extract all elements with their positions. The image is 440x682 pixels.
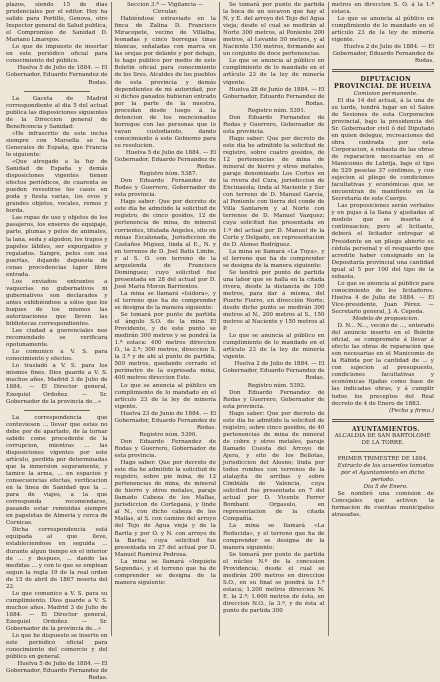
text-block: Dicha correspondencia está equipada al que lleve, estableciendose en seguida ... durante algun tiempo en el interior de ... y despues, ... dando las medidas ... y con lo que se emplean segun la regla 19 de la real orden de 15 de abril de 1867 inserta del 22. <box>6 527 108 590</box>
section-heading: Seccion 3.ª — Vigilancia — Circular. <box>126 2 204 16</box>
section-subheading: Extracto de los acuerdos tomados por el Ayuntamiento en dicho periodo. <box>337 462 434 483</box>
text-block: La Gaceta de Madrid correspondiente al dia 5 del actual publica las disposiciones siguientes de la Direccion general de Beneficencia y Sanidad: <box>6 95 108 130</box>
text-block: Lo que de impuesto de insertar en este periódico oficial para conocimiento del público. <box>6 44 108 65</box>
text-block: Se tomará por punto de partida el núcleo N.º de la concesion Providencia; desde el cual se medirán 200 metros en direccion S.O., en su final se pondrá la 1.ª estaca; 1.200 metros direccion N. E. la 2.ª; 1.600 metros de ésta, en direccion N.O., la 3.ª, y de ésta al punto de partida 300 <box>223 551 325 615</box>
text-block: D. N... N..., vecino de ..., enterado del anuncio inserto en el Boletin oficial, se compromete á llevar á efecto las obras de reparacion que son necesarias en el Manicomio de la Rábida por la cantidad de ... y con sujecion al presupuesto, condiciones facultativas y económicas fijadas como base de las indicadas obras, y á cumplir todos los preceptos del Real decreto de 4 de Enero de 1883. <box>331 323 434 407</box>
text-block: Don Eduardo Fernandez de Rodas y Guerrero, Gobernador de esta provincia. <box>223 389 325 410</box>
text-block: Hago saber: Que por decreto de este dia he admitido la solicitud de registro, sobre cinco gosidos, de 40 pertenencias de mina de mineral de cobre y otros metales, paraje llamado Cuesta del Arroyo de Ajera, y sito de los Bellotas, jurisdiccion del Alosno; linda por todos rumbos con terrenos de la atalayita de arribas y sobre Cimbiáfa de Valencia, cuya solicitud fue presentada en 7 del actual por D. Vicente Ferrer Bombant Orgasulo, en representacion de la citada Compañía. <box>223 410 325 523</box>
text-block: Don Eduardo Fernandez de Rodas y Guerrero, Gobernador de esta provincia. <box>114 438 216 459</box>
text-block: Habiéndose extraviado en la finca de Zalina D. Francisco Miracopete, vecino de Villalba, leonadas y cinco borregas tinas blancas, señaladas con marca en las orejas por delante y por debajo, lo hago publico por medio de este Boletin oficial para conocimiento de los Sres. Alcaldes de los pueblos de esta provincia y demás dependientes de mi autoridad, por si dichos ganados hubieran entrado por la parte de la nuestra, procedan desde luego á la detencion de los mencionados borregos con las personas que lo vayan custodiando, dando conocimiento á este Gobierno para su resolucion. <box>114 16 216 149</box>
column-2 <box>112 2 221 636</box>
text-block: Don Eduardo Fernandez de Rodas y Guerrero, Gobernador de esta provincia. <box>114 178 216 199</box>
page-columns <box>3 2 437 682</box>
text-block: El dia 14 del actual, á la una de su tarde, tendrá lugar en el Salon de Sesiones de esta Corporacion provincial, bajo la presidencia del Sr. Gobernador civil ó del Diputado en quien delegue, recreaciones del obra contrada por esta Corporacion, á rebasta de las obras de reparacion necesarias en el Manicomio de Lebrija, bajo el tipo de 529 pesetas 37 céntimos, y con sujecion al pliego de condiciones facultativas y económicas que se encuentran de manifiesto en la Secretaría de este Cuerpo. <box>331 97 434 203</box>
signature: Huelva 23 de Junio de 1884. — El Gobernador, Eduardo Fernandez de Rodas. <box>114 410 217 431</box>
text-block: Lo que comunico a V. S. para su cumplimiento. Dios guarde a V. S. muchos años. Madrid 3 de Julio de 1884. — El Director general, Ezequiel Ordoñez. — Sr. Gobernador de la provincia de...» <box>6 590 108 633</box>
text-block: Hago saber: Que por decreto de este dia he admitido la solicitud de registro, sobre pie mina, de 12 pertenencias de mina, de mineral de hierro y otros metales, paraje llamado Cabeza de los Mallas, jurisdiccion de Cortegana, y linde al N., con dicho cabeza de los Mallas, al S. con camino del arroyo del Tejo de Agua vieja y de la Barita y por O. y N. con arroyo de la Barita; cuya solicitud fue presentada en 27 del actual por D. Manuel Ramirez Pedrosa. <box>114 460 216 558</box>
text-block: Se nombró una comision de Concejales que activen la formacion de cuentas municipales atrasadas. <box>331 491 434 519</box>
signature: Huelva 2 de Julio de 1884. — El Gobernador, Eduardo Fernandez de Rodas. <box>223 361 325 382</box>
text-block: Los enviaños entrantes a vaquerías no gubernativos ni gubernativos son declarados y antes exhibiéndose a sólos que los buques de los mismos las autorizaciones que lleven las bibliotecas correspondientes. <box>6 278 108 328</box>
section-subheading: ALCALDIA DE SAN BARTOLOMÉ DE LA TORRE. <box>334 432 431 446</box>
text-block: metros en direccion S. O. á la 1.ª estaca. <box>331 2 434 16</box>
text-block: Lee ciudad a guerenciales nee recomendado se verificara opotunamente. <box>6 328 108 349</box>
text-block: Se tomará por punto de partida la boca de un socavon que hay al N. y E. del arroyo del Tejo del Agua vieja; desde el cual se medirán al Norte 300 metros, al Poniente 200 metros, al Levante 50 metros, y al Naciente 150 metros, formando asi un conjunto de doce pertenencias. <box>223 2 325 58</box>
separator-rule <box>24 410 90 411</box>
text-block: La mina se llamará «Inquieta Segunda», y el terreno que ha de comprender se designa de la manera siguiente: <box>114 558 216 586</box>
registry-heading: Registro núm. 5392. <box>247 382 306 389</box>
registry-heading: Registro núm. 5390. <box>139 431 198 438</box>
registry-heading: Registro núm. 5391. <box>247 107 306 114</box>
column-3 <box>220 2 329 636</box>
section-subheading: Comision permanente. <box>353 90 418 97</box>
text-block: Lo que se anuncia al público en cumplimiento de lo mandado en el artículo 23 de la ley de minería vigente. <box>114 382 216 410</box>
text-block: «He infrascrito de este inclus siempre con Marsella se ha Generales de España, que Francia lo siguiente: <box>6 130 108 158</box>
separator-rule <box>24 91 90 92</box>
text-block: Se tendrá por punto de partida una labor que se halla en la citada rivera, desde la distancia de 100 metros, para dar á misma, del Puerto Fierro, en dirección Norte; desde dicho punto se medirán 300 metros al N., 200 metros al S., 150 metros al Naciente y 150 metros al P. <box>223 269 325 333</box>
text-block: Lo que se anuncia al público para conocimiento de los licitadores. Huelva 4 de Julio de 1884. — El Vice-presidente, Juan Pérez. — Secretario general, J. A. Cepeda. <box>331 280 434 315</box>
signature: Huelva 5 de Julio de 1884. — El Gobernador, Eduardo Fernandez de Rodas. <box>6 661 108 682</box>
registry-heading: Registro núm. 5387. <box>139 171 198 178</box>
text-block: La mina se llamará «La Tuya», y el terreno que ha de comprender se designa de la manera siguiente: <box>223 248 325 269</box>
text-block: Hago saber: Que por decreto de este dia he admitido la solicitud de registro, sobre cuatro gosidos, de 12 pertenencias de mina de mineral de hierro y otros metales, paraje denominado Los Cortes en la rivera del Cura, jurisdiccion de Encinasola; linda al Naciente y Sur con terreno de D. Manuel García, al Poniente con tierra del conde de Villa Santarem y al Norte con terrenos de D. Manuel Vazquez; cuya solicitud fue presentada en 1.º del actual por D. Manuel de la Corte y Delgado, en representacion de D. Alonso Rodríguez. <box>223 135 325 248</box>
separator-rule <box>332 69 434 72</box>
text-block: Lo que se anuncia al público en cumplimiento de lo mandado en el artículo 23 de la ley de minería vigente. <box>223 58 325 86</box>
text-block: Lo trasladó a V. S. para los mismos fines. Dios guarde a V. S. muchos años. Madrid 3 de Julio de 1884. — El Director general, Ezequiel Ordoñez. — Sr. Gobernador de la provincia de...» <box>6 363 108 405</box>
column-1 <box>3 2 112 682</box>
section-heading: DIPUTACION PROVINCIAL DE HUELVA <box>334 75 432 91</box>
column-4 <box>329 2 437 636</box>
signature: Huelva 2 de Julio de 1884. — El Gobernador, Eduardo Fernandez de Rodas. <box>332 44 434 65</box>
signature: Huelva 5 de Julio de 1884. — El Gobernador, Eduardo Fernandez de Rodas. <box>114 149 217 171</box>
text-block: Don Eduardo Fernandez de Rodas y Guerrero, Gobernador de esta provincia. <box>223 114 325 135</box>
signature: Huelva 5 de Julio de 1884. — El Gobernador, Eduardo Fernandez de Rodas. <box>6 65 108 86</box>
text-block: plazos, siendo 15 de dias prudenciales por el editor. Hoy ha salido para Portillo, Genova, otro Inspector general de Salud publica, el Compromiso de Sanidad D. Mariano Linarejos. <box>6 2 108 44</box>
date-heading: Dia 5 de Enero. <box>363 484 408 490</box>
section-subheading: PRIMER TRIMESTRE DE 1884. <box>337 455 428 462</box>
text-block: Se tomará por punto de partida el ángulo S.O. de la mina El Providente, y de este punto se medirán 300 metros y se pondrá la 1.ª estaca: 400 metros direccion O., la 2.ª; 300 metros, direccion S. la 3.ª y de ahi al punto de partida, 500 metros, quedando cerrado el perímetro de la espresada mina, 400 metros direccion Este. <box>114 312 216 382</box>
section-heading: AYUNTAMIENTOS. <box>351 425 420 433</box>
text-block: La mina se llamará «La Reducida», y el terreno que ha de comprender se designa de la manera siguiente: <box>223 523 325 551</box>
text-block: La correspondencia que contuviesen ... llevar que estas no debe por de apartado, de la tornar sabido como procedente de la corrupcion, mientras ... las disposiciones vigentes por este artículo, perdida por determinadas que la inmersion seguramente, y tamice la arma, ... en espacios y consecuencias efectas, verificacion en la linea de Sanidad que la ... para de viajes, a la que corresponda recomendarse, pasando estar remisidas siempre en papeletas de Almeria y cerca de Cornicas. <box>6 414 108 527</box>
text-block: Las ropas de uso y objetos de los pasajeros, los enseres de equipaje, parte, plumas y pelos de animales, la lana, seda y algodon, los trapos y papeles lábiles, ser expurgados y regalados. Sangre, pelos con sus puertas, dejando depuesta de cenas procedencias tapor libre entrada. <box>6 215 108 278</box>
signature: Huelva 28 de Junio de 1884. — El Gobernador, Eduardo Fernandez de Rodas. <box>223 86 325 107</box>
text-block: Las proposiciones serán verbales y en pujas á la llana y ajustadas al modelo que se inserta á continuacion; pero al licitante, deberá el licitador entregar al Presidente en un pliego abierto su cédula personal y el resguardo que acredite haber consignado en la Depositaría provincial una cantidad igual al 5 por 100 del tipo de la subasta. <box>331 203 434 280</box>
separator-rule <box>332 419 434 422</box>
text-block: Lo que se anuncia al público en cumplimiento de lo mandado en el artículo 23 de la ley de minería vigente. <box>331 16 434 44</box>
date-signature-note: (Fecha y firma.) <box>389 407 434 414</box>
text-block: Lo que he dispuesto se inserte en este periódico oficial para conocimiento del comercio y del público en general. <box>6 633 108 661</box>
text-block: La mina se llamará «Isidora», y el terreno que ha de comprender se designa de la manera siguiente: <box>114 290 216 312</box>
text-block: Lo que se anuncia al público en cumplimiento de lo mandado en el artículo 23 de la ley de minería vigente. <box>223 333 325 361</box>
text-block: Lo comunico a V. S. para conocimiento y efectos. <box>6 349 108 363</box>
separator-rule <box>350 451 416 452</box>
section-subheading: Modelo de proposicion. <box>352 316 419 323</box>
text-block: «Que atregado a la fuy de Sanidad de España y demás disposiciones vigentes tienen efectos periódicos, de cuarenta se pueden revestirse los casos en poda y fiesta varias, los ovos y grandes objetos, vocales, remos y borda. <box>6 158 108 215</box>
text-block: Hago saber: Que por decreto de este dia he admitido la solicitud de registro, de cinco gosidos, 12 de pertenencia de mina, de mineral corrientes, titulada Angeles, sito en minas Escalonada, Jurisdiccion de Castaños Miguez, linda al E., N. y en terrenos de D. Joel Batis Limbe, y al S. O. con terreno de la arquelenda de Francisco Dominguez; cuyo solicitud fue presentada en 28 del actual por D. José Maria Moron Barrientos. <box>114 199 216 290</box>
